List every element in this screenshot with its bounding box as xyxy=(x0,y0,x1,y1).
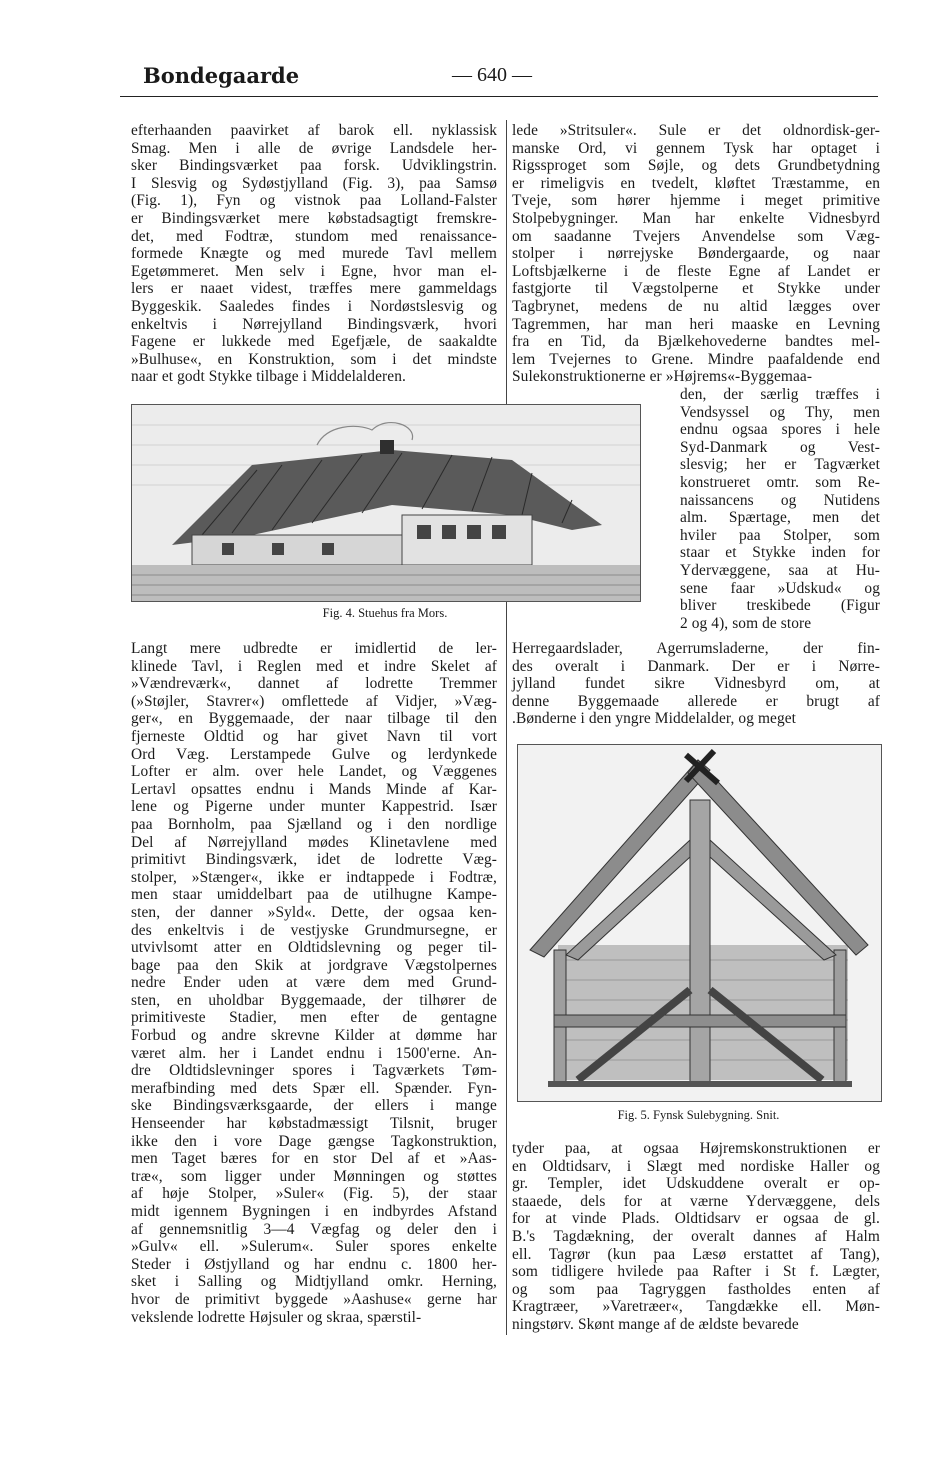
text-line: B.'s Tagdækning, der overalt dannes af Halm xyxy=(512,1227,880,1245)
text-line: alm. Spærtage, men det xyxy=(680,509,880,527)
text-line: lers er naaet videst, træffes mere gammeldags xyxy=(131,280,497,298)
text-line: .Bønderne i den yngre Middelalder, og meget xyxy=(512,710,797,728)
figure-4-caption: Fig. 4. Stuehus fra Mors. xyxy=(322,606,448,620)
column-divider xyxy=(506,120,507,1335)
text-line: paa Bornholm, paa Sjælland og i den nordlige xyxy=(131,815,497,833)
right-column-narrow-text xyxy=(680,386,880,632)
text-line: bliver treskibede (Figur xyxy=(680,597,880,615)
right-column-bottom-text xyxy=(512,1140,880,1334)
text-line: Tveje, som hører hjemme i meget primitive xyxy=(512,192,880,210)
text-line: ger«, en Byggemaade, der naar tilbage til den xyxy=(131,710,497,728)
text-line: Lofter er alm. over hele Landet, og Væggenes xyxy=(131,763,497,781)
text-line: naar et godt Stykke tilbage i Middelalderen. xyxy=(131,368,406,386)
text-line: for at vinde Plads. Oldtidsarv er ogsaa de gl. xyxy=(512,1210,880,1228)
text-line: des enkeltvis i de vestjyske Grundmursegne, er xyxy=(131,921,497,939)
left-column-bottom-text xyxy=(131,640,497,1326)
text-line: primitivt Bindingsværk, idet de lodrette Væg- xyxy=(131,851,497,869)
text-line: denne Byggemaade allerede er brugt af xyxy=(512,692,880,710)
text-line: »Gulv« ell. »Sulerum«. Suler spores enkelte xyxy=(131,1238,497,1256)
text-line: I Slesvig og Sydøstjylland (Fig. 3), paa Samsø xyxy=(131,174,497,192)
text-line: jylland fundet sikre Vidnesbyrd om, at xyxy=(512,675,880,693)
text-line: hvor de primitivt byggede »Aashuse« gerne har xyxy=(131,1290,497,1308)
text-line: ell. Tagrør (kun paa Læsø erstattet af Tang), xyxy=(512,1245,880,1263)
text-line: stolper i nørrejyske Bøndergaarde, og naar xyxy=(512,245,880,263)
text-line: efterhaanden paavirket af barok ell. nyklassisk xyxy=(131,122,497,139)
text-line: ikke den i vore Dage gængse Tagkonstruktion, xyxy=(131,1132,497,1150)
text-line: Rigssproget som Søjle, og dets Grundbetydning xyxy=(512,157,880,175)
text-line: Tagremmen, har man heri maaske en Levning xyxy=(512,315,880,333)
text-line: Steder i Østjylland og har endnu c. 1800 her- xyxy=(131,1255,497,1273)
text-line: lede »Stritsuler«. Sule er det oldnordisk-ger- xyxy=(512,122,880,139)
text-line: nedre Ender uden at være dem med Grund- xyxy=(131,974,497,992)
text-line: hviler paa Stolper, som xyxy=(680,526,880,544)
text-line: primitiveste Stadier, men efter de gentagne xyxy=(131,1009,497,1027)
text-line: Loftsbjælkerne i de fleste Egne af Landet er xyxy=(512,262,880,280)
text-line: Henseender har købstadmæssigt Tilsnit, bruger xyxy=(131,1115,497,1133)
text-line: sene faar »Udskud« og xyxy=(680,579,880,597)
text-line: Syd-Danmark og Vest- xyxy=(680,438,880,456)
text-line: fastgjorte til Vægstolperne et Stykke under xyxy=(512,280,880,298)
text-line: tyder paa, at ogsaa Højremskonstruktionen er xyxy=(512,1140,880,1157)
text-line: vekslende lodrette Højsuler og skraa, spærstil- xyxy=(131,1308,422,1326)
text-line: er rimeligvis en tvedelt, kløftet Træstamme, en xyxy=(512,174,880,192)
text-line: af gennemsnitlig 3—4 Vægfag og deler den i xyxy=(131,1220,497,1238)
text-line: Stolpebygninger. Man har enkelte Vidnesbyrd xyxy=(512,209,880,227)
text-line: »Vændreværk«, dannet af lodrette Tremmer xyxy=(131,675,497,693)
header-rule xyxy=(120,96,878,97)
text-line: sker Bindingsværket paa forsk. Udviklingstrin. xyxy=(131,157,497,175)
text-line: Byggeskik. Saaledes findes i Nordøstslesvig og xyxy=(131,297,497,315)
text-line: sket i Salling og Midtjylland omkr. Herning, xyxy=(131,1273,497,1291)
text-line: staar et Stykke inden for xyxy=(680,544,880,562)
text-line: merafbinding med dets Spær ell. Spænder. Fyn- xyxy=(131,1079,497,1097)
text-line: stolper, »Stænger«, ikke er indtappede i Fodtræ, xyxy=(131,868,497,886)
text-line: Sulekonstruktionerne er »Højrems«-Byggemaa- xyxy=(512,368,813,386)
text-line: om saadanne Tvejers Anvendelse som Væg- xyxy=(512,227,880,245)
text-line: den, der særlig træffes i xyxy=(680,386,880,403)
text-line: Ord Væg. Lerstampede Gulve og lerdynkede xyxy=(131,745,497,763)
text-line: men Taget bæres for en stor Del af et »Aas- xyxy=(131,1150,497,1168)
page-number: — 640 — xyxy=(452,64,532,86)
text-line: en Oldtidsarv, i Slægt med nordiske Haller og xyxy=(512,1157,880,1175)
text-line: »Bulhuse«, en Konstruktion, som i det mindste xyxy=(131,350,497,368)
text-line: Fagene er lukkede med Egefjæle, de saakaldte xyxy=(131,333,497,351)
figure-5-cross-section-image xyxy=(517,744,882,1102)
text-line: bage paa den Skik at jordgrave Vægstolpernes xyxy=(131,956,497,974)
text-line: endnu ogsaa spores i hele xyxy=(680,421,880,439)
text-line: Forbud og andre skrevne Kilder at dømme har xyxy=(131,1027,497,1045)
text-line: fjerneste Oldtid og har givet Navn til vort xyxy=(131,727,497,745)
figure-4-farmhouse-image xyxy=(131,404,641,602)
text-line: slesvig; her er Tagværket xyxy=(680,456,880,474)
text-line: det, med Fodtræ, stundom med renaissance- xyxy=(131,227,497,245)
text-line: (»Støjler, Stavrer«) omflettede af Vidjer, »Væg- xyxy=(131,692,497,710)
left-column-top-text xyxy=(131,122,497,386)
text-line: staaede, dels for at værne Ydervæggene, dels xyxy=(512,1192,880,1210)
text-line: Del af Nørrejylland mødes Klinetavlene med xyxy=(131,833,497,851)
text-line: været alm. her i Landet endnu i 1500'erne. An- xyxy=(131,1044,497,1062)
text-line: midt igennem Bygningen i en indbyrdes Afstand xyxy=(131,1203,497,1220)
text-line: af høje Stolper, »Suler« (Fig. 5), der staar xyxy=(131,1185,497,1203)
text-line: Herregaardslader, Agerrumsladerne, der fin- xyxy=(512,640,880,657)
text-line: men staar umiddelbart paa de utilhugne Kampe- xyxy=(131,886,497,904)
text-line: Tagbrynet, medens de nu altid lægges over xyxy=(512,297,880,315)
figure-5-caption: Fig. 5. Fynsk Sulebygning. Snit. xyxy=(617,1108,780,1122)
text-line: lem Tvejernes to Grene. Mindre paafaldende end xyxy=(512,350,880,368)
text-line: (Fig. 1), Fyn og vistnok paa Lolland-Falster xyxy=(131,192,497,210)
text-line: utvivlsomt atter en Oldtidslevning og peger til- xyxy=(131,939,497,957)
text-line: og som paa Tagryggen fastholdes enten af xyxy=(512,1280,880,1298)
text-line: manske Ord, vi gennem Tysk har optaget i xyxy=(512,139,880,157)
text-line: klinede Tavl, i Reglen med et indre Skelet af xyxy=(131,657,497,675)
text-line: er Bindingsværket mere købstadsagtigt fremskre- xyxy=(131,209,497,227)
text-line: formede Knægte og med murede Tavl mellem xyxy=(131,245,497,263)
text-line: træ«, som ligger under Mønningen og støttes xyxy=(131,1167,497,1185)
text-line: sten, en uholdbar Byggemaade, der tilhører de xyxy=(131,991,497,1009)
text-line: ningstørv. Skønt mange af de ældste bevarede xyxy=(512,1315,799,1333)
text-line: dre Oldtidslevninger spores i Tagværkets Tøm- xyxy=(131,1062,497,1080)
right-column-top-text xyxy=(512,122,880,386)
text-line: ske Bindingsværksgaarde, der ellers i mange xyxy=(131,1097,497,1115)
text-line: Ydervæggene, saa at Hu- xyxy=(680,561,880,579)
text-line: naissancens og Nutidens xyxy=(680,491,880,509)
text-line: sten, der danner »Syld«. Dette, der ogsaa ken- xyxy=(131,903,497,921)
text-line: Smag. Men i alle de øvrige Landsdele her- xyxy=(131,139,497,157)
text-line: des overalt i Danmark. Der er i Nørre- xyxy=(512,657,880,675)
text-line: Langt mere udbredte er imidlertid de ler- xyxy=(131,640,497,657)
text-line: Egetømmeret. Men selv i Egne, hvor man el- xyxy=(131,262,497,280)
text-line: Kragtræer, »Varetræer«, Tangdække ell. Møn- xyxy=(512,1298,880,1316)
running-header-title: Bondegaarde xyxy=(143,63,300,88)
text-line: 2 og 4), som de store xyxy=(680,614,812,632)
text-line: fra en Tid, da Bjælkehovederne bandtes mel- xyxy=(512,333,880,351)
text-line: enkeltvis i Nørrejylland Bindingsværk, hvori xyxy=(131,315,497,333)
text-line: lene og Pigerne under munter Kappestrid. Især xyxy=(131,798,497,816)
text-line: Lertavl opsattes endnu i Mands Minde af Kar- xyxy=(131,780,497,798)
text-line: gr. Templer, idet Udskuddene overalt er op- xyxy=(512,1175,880,1193)
right-column-mid-text xyxy=(512,640,880,728)
text-line: konstrueret omtr. som Re- xyxy=(680,473,880,491)
text-line: Vendsyssel og Thy, men xyxy=(680,403,880,421)
text-line: som tidligere hvilede paa Rafter i St f. Lægter, xyxy=(512,1263,880,1281)
